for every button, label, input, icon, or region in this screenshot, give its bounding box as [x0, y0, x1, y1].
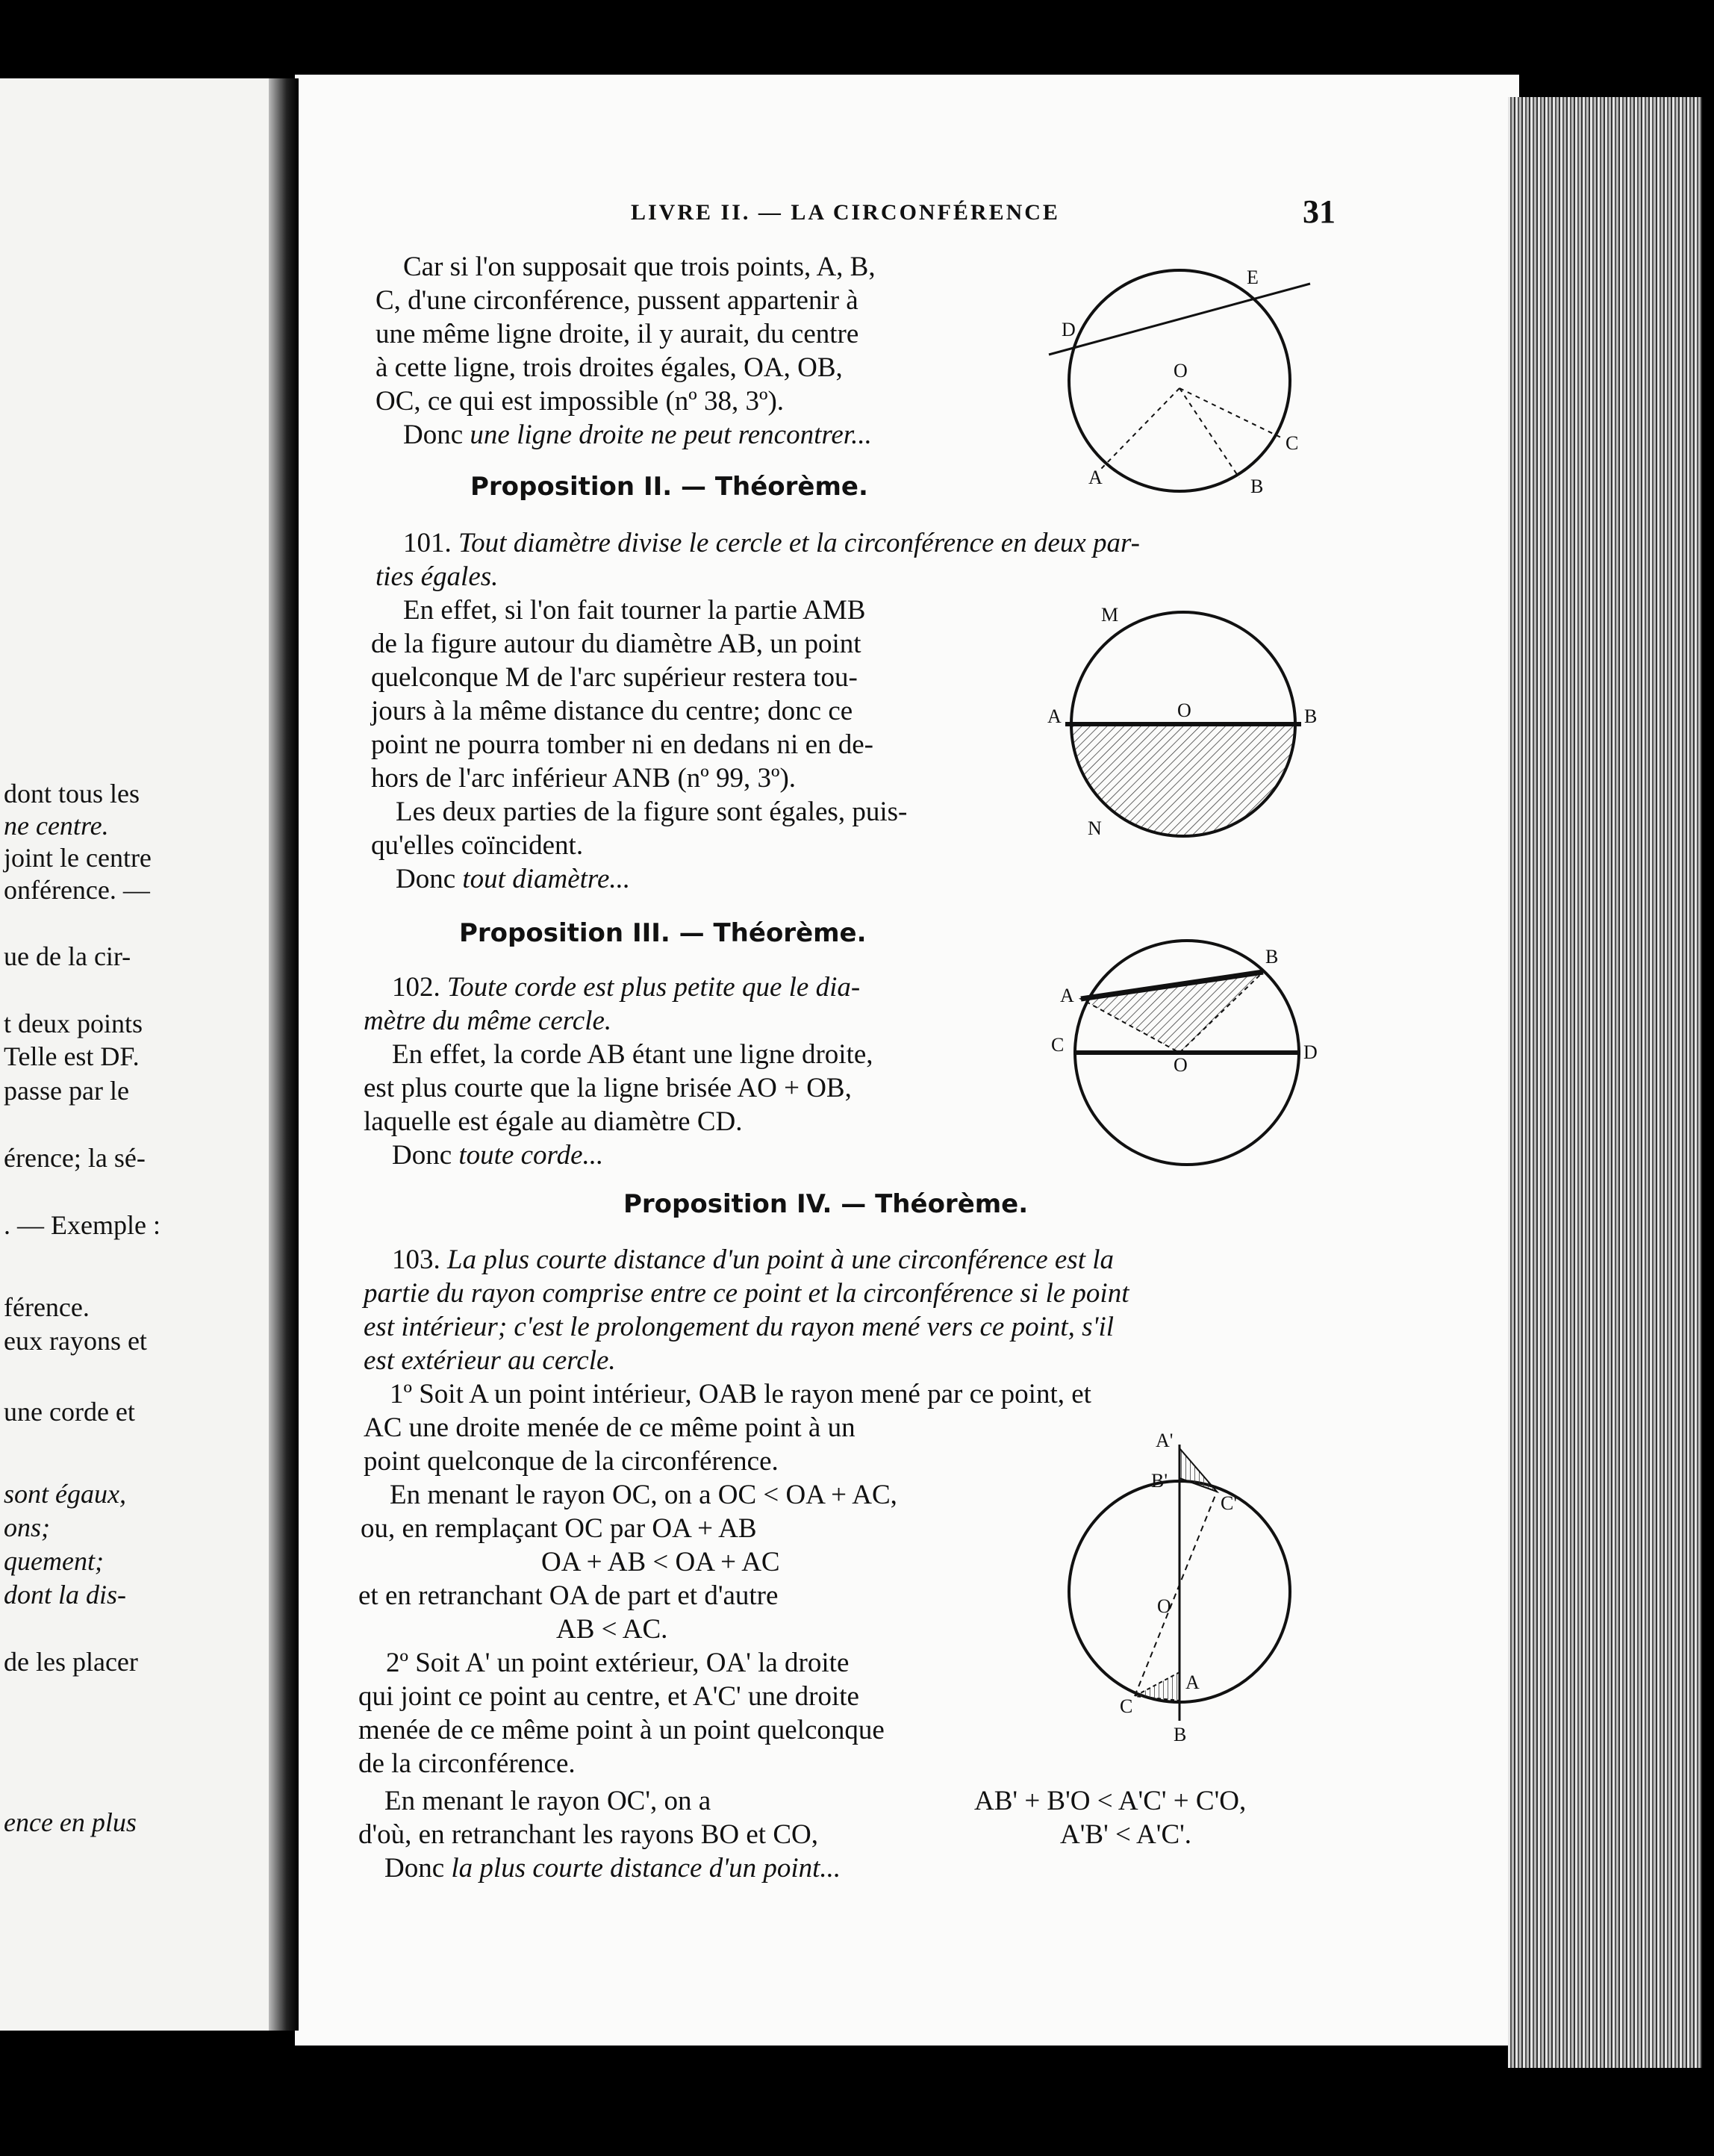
label-B-prime: B' [1151, 1470, 1168, 1492]
label-C: C [1120, 1695, 1133, 1717]
lower-half-hatched [1071, 724, 1295, 836]
paragraph-number: 101. [403, 528, 452, 558]
statement-line [392, 1243, 1114, 1277]
proposition-4-heading: Proposition IV. — Théorème. [623, 1189, 1029, 1219]
text-line: En menant le rayon OC, on a OC < OA + AC, [390, 1480, 897, 1510]
left-line: t deux points [4, 1009, 143, 1038]
conclusion-lead: Donc [384, 1853, 452, 1884]
left-line: joint le centre [4, 843, 152, 873]
statement-line: ties égales. [375, 561, 499, 592]
conclusion-line [384, 1851, 841, 1885]
conclusion-lead: Donc [403, 420, 470, 450]
label-D: D [1303, 1041, 1318, 1063]
text-line: de la figure autour du diamètre AB, un point [371, 629, 861, 659]
left-line: férence. [4, 1292, 90, 1322]
statement-line: est extérieur au cercle. [364, 1345, 616, 1376]
conclusion-lead: Donc [396, 864, 463, 894]
left-line: ons; [4, 1512, 50, 1542]
proposition-2-heading: Proposition II. — Théorème. [470, 472, 868, 502]
left-line: ue de la cir- [4, 941, 131, 971]
text-line: laquelle est égale au diamètre CD. [364, 1106, 743, 1137]
segment-OB [1179, 388, 1239, 478]
conclusion-line [403, 418, 872, 452]
left-line: onférence. — [4, 875, 150, 905]
text-line: et en retranchant OA de part et d'autre [358, 1580, 779, 1611]
text-line: En effet, si l'on fait tourner la partie AMB [403, 595, 866, 626]
label-C: C [1286, 432, 1299, 454]
label-O: O [1157, 1595, 1171, 1617]
text-line: d'où, en retranchant les rayons BO et CO, [358, 1819, 818, 1850]
paragraph-number: 103. [392, 1244, 440, 1275]
left-line: . — Exemple : [4, 1210, 161, 1240]
triangle-exterior-hatched [1179, 1448, 1217, 1492]
text-line: ou, en remplaçant OC par OA + AB [361, 1513, 757, 1544]
figure-chord-circle [1045, 933, 1329, 1180]
label-B: B [1265, 946, 1279, 968]
label-A: A [1060, 985, 1074, 1006]
conclusion-italic: une ligne droite ne peut rencontrer... [470, 420, 872, 450]
left-line: ne centre. [4, 811, 109, 841]
text-line: qu'elles coïncident. [371, 830, 584, 861]
text-line: quelconque M de l'arc supérieur restera tou- [371, 662, 858, 693]
conclusion-italic: tout diamètre... [462, 864, 631, 894]
page-edges [1508, 97, 1702, 2068]
segment-OC [1179, 388, 1284, 439]
segment-OA [1101, 388, 1179, 469]
left-line: érence; la sé- [4, 1143, 146, 1173]
formula-line: A'B' < A'C'. [1060, 1819, 1192, 1850]
left-line: quement; [4, 1546, 104, 1576]
label-A: A [1088, 467, 1103, 488]
triangle-interior-hatched [1135, 1672, 1179, 1701]
statement-line [403, 526, 1140, 560]
left-line: eux rayons et [4, 1326, 147, 1356]
formula-line: OA + AB < OA + AC [541, 1547, 780, 1577]
text-line: Car si l'on supposait que trois points, A, B, [403, 252, 876, 282]
statement-line: mètre du même cercle. [364, 1006, 612, 1036]
conclusion-italic: toute corde... [458, 1140, 604, 1171]
statement-text: La plus courte distance d'un point à une circonférence est la [447, 1244, 1115, 1275]
conclusion-line [396, 862, 630, 896]
proposition-3-heading: Proposition III. — Théorème. [459, 918, 867, 948]
conclusion-line [392, 1138, 603, 1172]
label-N: N [1088, 817, 1102, 839]
formula-line: AB' + B'O < A'C' + C'O, [974, 1786, 1247, 1816]
label-O: O [1174, 1054, 1188, 1076]
statement-line: est intérieur; c'est le prolongement du rayon mené vers ce point, s'il [364, 1312, 1114, 1342]
text-line: C, d'une circonférence, pussent appartenir à [375, 285, 858, 316]
label-C-prime: C' [1221, 1492, 1238, 1514]
figure-diameter-circle [1041, 597, 1325, 851]
text-line: à cette ligne, trois droites égales, OA, OB, [375, 352, 843, 383]
left-line: sont égaux, [4, 1479, 126, 1509]
left-line: de les placer [4, 1647, 138, 1677]
text-line: En effet, la corde AB étant une ligne droite, [392, 1039, 873, 1070]
left-line: une corde et [4, 1397, 135, 1427]
statement-line: partie du rayon comprise entre ce point et la circonférence si le point [364, 1278, 1129, 1309]
text-line: hors de l'arc inférieur ANB (nº 99, 3º). [371, 763, 797, 794]
formula-line: AB < AC. [556, 1614, 668, 1645]
running-head: LIVRE II. — LA CIRCONFÉRENCE [631, 200, 1060, 225]
text-line: menée de ce même point à un point quelconque [358, 1715, 885, 1745]
label-B: B [1304, 705, 1318, 727]
label-O: O [1177, 700, 1191, 721]
text-line: Les deux parties de la figure sont égales, puis- [396, 797, 908, 827]
text-line: OC, ce qui est impossible (nº 38, 3º). [375, 386, 785, 417]
book-gutter [269, 78, 299, 2031]
statement-text: Toute corde est plus petite que le dia- [447, 972, 861, 1003]
label-M: M [1101, 604, 1119, 626]
label-A-prime: A' [1156, 1430, 1174, 1451]
statement-text: Tout diamètre divise le cercle et la circonférence en deux par- [458, 528, 1140, 558]
page-number: 31 [1303, 193, 1336, 230]
left-line: passe par le [4, 1076, 129, 1106]
figure-secant-circle [1038, 261, 1321, 500]
label-A: A [1185, 1671, 1200, 1693]
label-B: B [1250, 476, 1264, 497]
label-A: A [1047, 705, 1062, 727]
paragraph-number: 102. [392, 972, 440, 1003]
oblique-line [1135, 1492, 1217, 1696]
figure-shortest-distance [1060, 1426, 1314, 1754]
text-line: 1º Soit A un point intérieur, OAB le rayon mené par ce point, et [390, 1379, 1091, 1409]
text-line: point quelconque de la circonférence. [364, 1446, 779, 1477]
text-line: 2º Soit A' un point extérieur, OA' la droite [386, 1648, 850, 1678]
conclusion-italic: la plus courte distance d'un point... [451, 1853, 841, 1884]
label-B: B [1174, 1724, 1187, 1745]
label-O: O [1174, 360, 1188, 381]
conclusion-lead: Donc [392, 1140, 459, 1171]
left-line: dont la dis- [4, 1580, 127, 1610]
text-line: de la circonférence. [358, 1748, 576, 1779]
left-line: dont tous les [4, 779, 140, 808]
text-line: est plus courte que la ligne brisée AO + OB, [364, 1073, 852, 1103]
left-line: ence en plus [4, 1807, 137, 1837]
left-line: Telle est DF. [4, 1041, 140, 1071]
label-C: C [1051, 1034, 1065, 1056]
label-D: D [1062, 319, 1076, 340]
text-line: jours à la même distance du centre; donc ce [371, 696, 853, 726]
text-line: qui joint ce point au centre, et A'C' une droite [358, 1681, 859, 1712]
text-line: AC une droite menée de ce même point à un [364, 1412, 856, 1443]
text-line: En menant le rayon OC', on a [384, 1786, 711, 1816]
statement-line [392, 970, 860, 1004]
label-E: E [1247, 267, 1259, 288]
text-line: point ne pourra tomber ni en dedans ni en de- [371, 729, 873, 760]
text-line: une même ligne droite, il y aurait, du centre [375, 319, 859, 349]
